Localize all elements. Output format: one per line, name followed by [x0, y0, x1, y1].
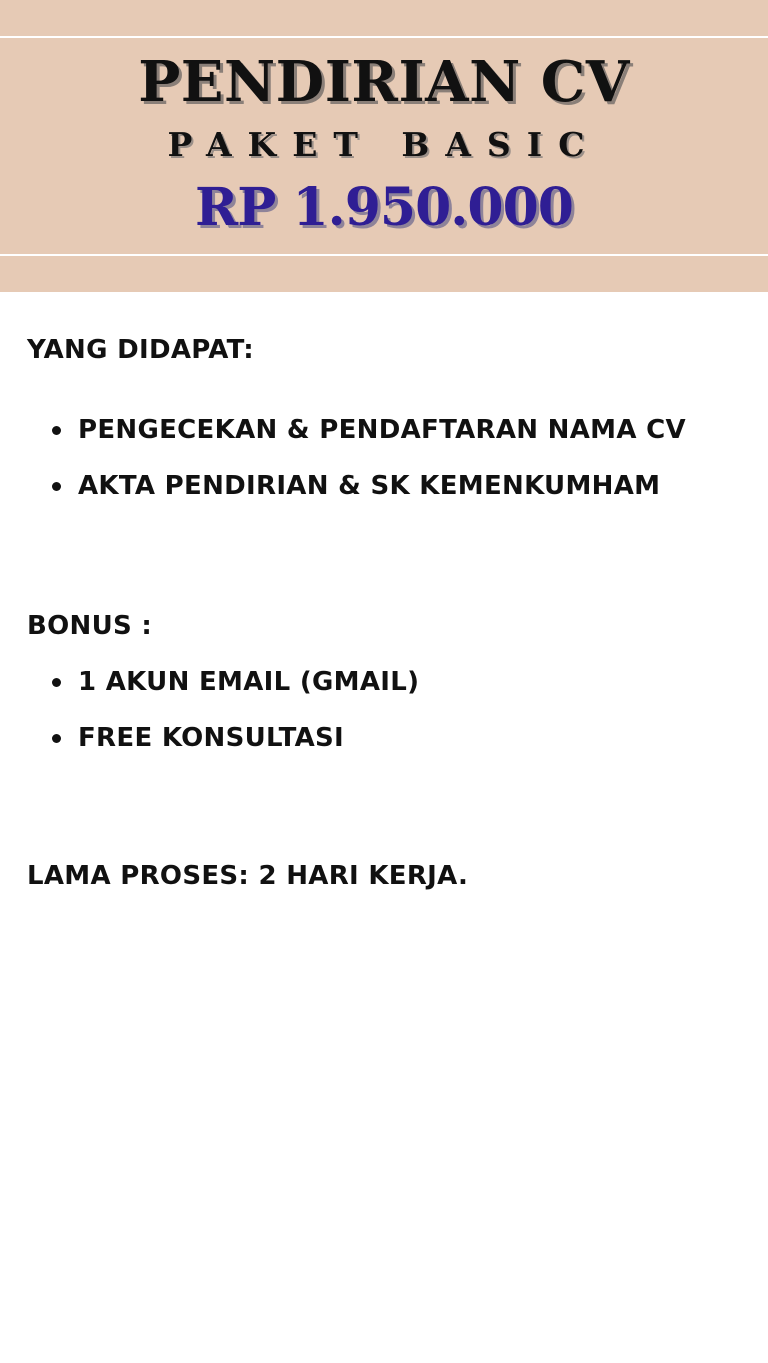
list-item-label: 1 AKUN EMAIL (GMAIL)	[78, 667, 420, 697]
header-divider-bottom	[0, 254, 768, 256]
bullet-icon	[52, 678, 61, 687]
list-item	[52, 665, 419, 721]
header-banner	[0, 0, 768, 292]
bullet-icon	[52, 734, 61, 743]
bonus-list	[52, 665, 419, 777]
bullet-icon	[52, 426, 61, 435]
list-item-label: FREE KONSULTASI	[78, 723, 345, 753]
page-title: PENDIRIAN CV	[138, 49, 630, 115]
package-subtitle: PAKET BASIC	[167, 125, 601, 164]
benefits-list	[52, 413, 686, 525]
benefits-heading: YANG DIDAPAT:	[27, 335, 254, 365]
bullet-icon	[52, 482, 61, 491]
process-duration: LAMA PROSES: 2 HARI KERJA.	[27, 861, 469, 891]
list-item	[52, 413, 686, 469]
package-price: RP 1.950.000	[195, 177, 573, 238]
bonus-heading: BONUS :	[27, 611, 153, 641]
list-item-label: AKTA PENDIRIAN & SK KEMENKUMHAM	[78, 471, 661, 501]
list-item-label: PENGECEKAN & PENDAFTARAN NAMA CV	[78, 415, 686, 445]
list-item	[52, 721, 419, 777]
list-item	[52, 469, 686, 525]
header-divider-top	[0, 36, 768, 38]
